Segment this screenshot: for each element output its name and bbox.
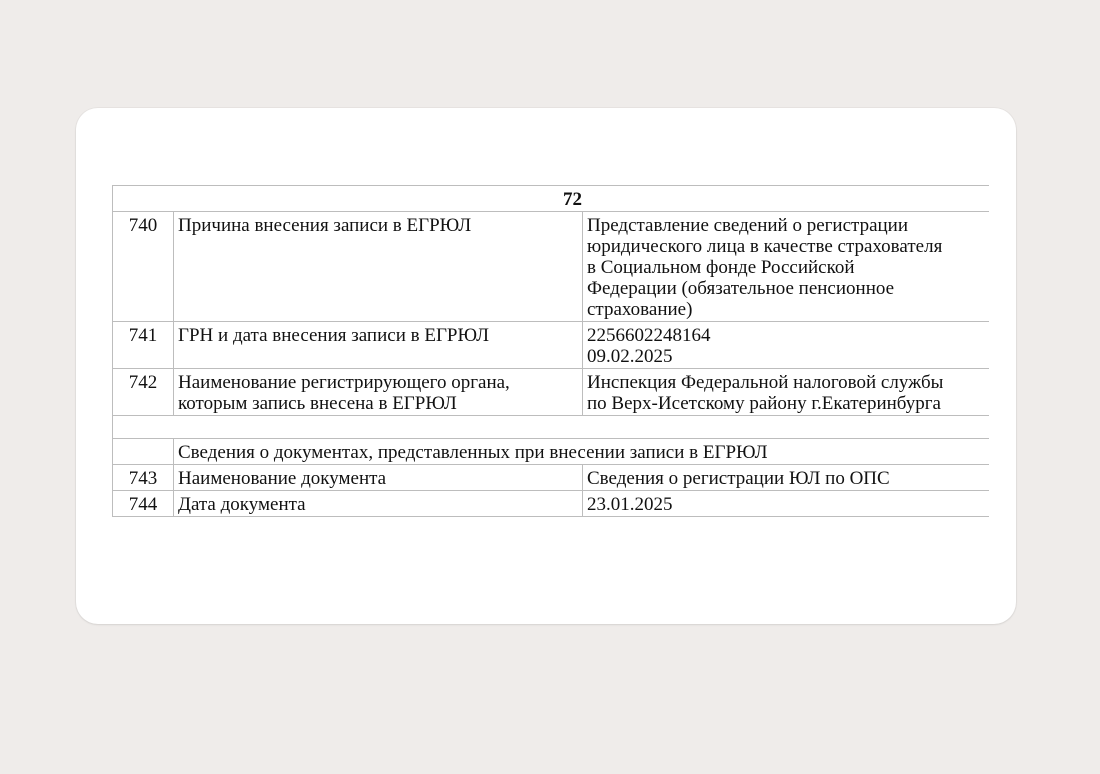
table-row: [113, 369, 990, 416]
row-value: [583, 212, 990, 322]
grn-value: 2256602248164: [587, 325, 711, 346]
spacer-cell: [113, 416, 990, 439]
page-number: 72: [113, 186, 990, 212]
row-value: 23.01.2025: [583, 491, 990, 517]
egrul-record-table: [112, 185, 989, 517]
row-value: Сведения о регистрации ЮЛ по ОПС: [583, 465, 990, 491]
document-viewport: [112, 185, 989, 541]
page-number-row: [113, 186, 990, 212]
row-number: 742: [113, 369, 174, 416]
value-line: Инспекция Федеральной налоговой службы: [587, 372, 944, 393]
table-row: [113, 491, 990, 517]
table-row: [113, 212, 990, 322]
value-line: в Социальном фонде Российской: [587, 257, 855, 278]
row-label: [174, 369, 583, 416]
section-header-row: [113, 439, 990, 465]
row-label: Дата документа: [174, 491, 583, 517]
row-number: 740: [113, 212, 174, 322]
table-row: [113, 465, 990, 491]
table-row: [113, 322, 990, 369]
value-line: юридического лица в качестве страхователя: [587, 236, 943, 257]
value-line: Представление сведений о регистрации: [587, 215, 909, 236]
label-line: которым запись внесена в ЕГРЮЛ: [178, 393, 457, 414]
value-line: по Верх-Исетскому району г.Екатеринбурга: [587, 393, 941, 414]
spacer-row: [113, 416, 990, 439]
row-label: Наименование документа: [174, 465, 583, 491]
date-value: 09.02.2025: [587, 346, 673, 367]
value-line: страхование): [587, 299, 693, 320]
row-number: [113, 439, 174, 465]
label-line: Наименование регистрирующего органа,: [178, 372, 510, 393]
row-number: 741: [113, 322, 174, 369]
document-card: [76, 108, 1016, 624]
value-line: Федерации (обязательное пенсионное: [587, 278, 895, 299]
row-label: ГРН и дата внесения записи в ЕГРЮЛ: [174, 322, 583, 369]
row-number: 744: [113, 491, 174, 517]
row-number: 743: [113, 465, 174, 491]
row-label: Причина внесения записи в ЕГРЮЛ: [174, 212, 583, 322]
section-title: Сведения о документах, представленных при внесении записи в ЕГРЮЛ: [174, 439, 990, 465]
row-value: [583, 369, 990, 416]
row-value: [583, 322, 990, 369]
